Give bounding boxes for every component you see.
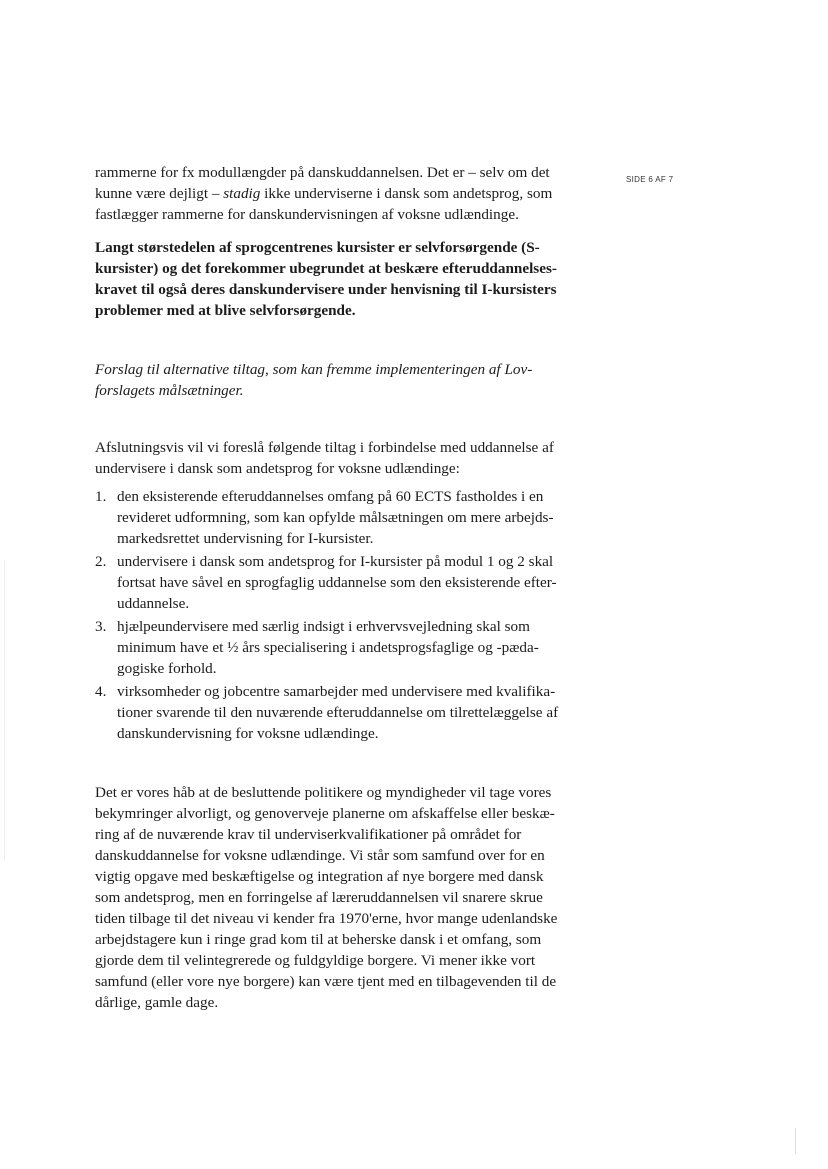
text-line: Afslutningsvis vil vi foreslå følgende tiltag i forbindelse med uddannelse af — [95, 439, 554, 456]
list-item — [95, 681, 595, 744]
text-fragment: ikke underviserne i dansk som andetsprog, som — [260, 185, 553, 202]
text-line: forslagets målsætninger. — [95, 382, 244, 399]
text-line: problemer med at blive selvforsørgende. — [95, 302, 356, 319]
text-line: den eksisterende efteruddannelses omfang på 60 ECTS fastholdes i en — [117, 488, 544, 505]
text-line: dårlige, gamle dage. — [95, 994, 219, 1011]
text-line: revideret udformning, som kan opfylde målsætningen om mere arbejds- — [117, 509, 554, 526]
text-line: Langt størstedelen af sprogcentrenes kursister er selvforsørgende (S- — [95, 239, 540, 256]
text-line: gjorde dem til velintegrerede og fuldgyldige borgere. Vi mener ikke vort — [95, 952, 536, 969]
paragraph-frameworks — [95, 162, 595, 225]
text-line: tioner svarende til den nuværende efteruddannelse om tilrettelæggelse af — [117, 704, 559, 721]
text-line: fastlægger rammerne for danskundervisningen af voksne udlændinge. — [95, 206, 519, 223]
section-heading — [95, 359, 595, 401]
text-line: som andetsprog, men en forringelse af læreruddannelsen vil snarere skrue — [95, 889, 543, 906]
text-line: vigtig opgave med beskæftigelse og integration af nye borgere med dansk — [95, 868, 544, 885]
text-line: samfund (eller vore nye borgere) kan være tjent med en tilbagevenden til de — [95, 973, 557, 990]
text-line: markedsrettet undervisning for I-kursister. — [117, 530, 374, 547]
proposal-list — [95, 486, 595, 746]
text-line: rammerne for fx modullængder på danskuddannelsen. Det er – selv om det — [95, 164, 550, 181]
text-line: Det er vores håb at de besluttende politikere og myndigheder vil tage vores — [95, 784, 552, 801]
text-line: Forslag til alternative tiltag, som kan fremme implementeringen af Lov- — [95, 361, 533, 378]
list-item — [95, 486, 595, 549]
emphasis-text: stadig — [223, 185, 261, 202]
text-line: arbejdstagere kun i ringe grad kom til at beherske dansk i et omfang, som — [95, 931, 542, 948]
text-fragment: kunne være dejligt – — [95, 185, 224, 202]
text-line: danskuddannelse for voksne udlændinge. Vi står som samfund over for en — [95, 847, 545, 864]
paragraph-bold-statement — [95, 237, 595, 321]
paragraph-intro — [95, 437, 595, 479]
text-line: undervisere i dansk som andetsprog for I-kursister på modul 1 og 2 skal — [117, 553, 554, 570]
text-line: virksomheder og jobcentre samarbejder med undervisere med kvalifika- — [117, 683, 556, 700]
scan-edge-mark — [795, 1128, 796, 1154]
text-line: kravet til også deres danskundervisere under henvisning til I-kursisters — [95, 281, 557, 298]
text-line: uddannelse. — [117, 595, 190, 612]
page-number: SIDE 6 AF 7 — [626, 175, 674, 184]
text-line: minimum have et ½ års specialisering i andetsprogsfaglige og -pæda- — [117, 639, 539, 656]
text-line: hjælpeundervisere med særlig indsigt i erhvervsvejledning skal som — [117, 618, 530, 635]
text-line: fortsat have såvel en sprogfaglig uddannelse som den eksisterende efter- — [117, 574, 557, 591]
text-line: bekymringer alvorligt, og genoverveje planerne om afskaffelse eller beskæ- — [95, 805, 555, 822]
text-line: kursister) og det forekommer ubegrundet at beskære efteruddannelses- — [95, 260, 557, 277]
text-line: undervisere i dansk som andetsprog for voksne udlændinge: — [95, 460, 460, 477]
paragraph-closing — [95, 782, 595, 1013]
text-line: ring af de nuværende krav til underviserkvalifikationer på området for — [95, 826, 522, 843]
list-number: 2. — [95, 553, 107, 570]
list-number: 3. — [95, 618, 107, 635]
text-line: danskundervisning for voksne udlændinge. — [117, 725, 379, 742]
text-line: gogiske forhold. — [117, 660, 217, 677]
text-line: tiden tilbage til det niveau vi kender fra 1970'erne, hvor mange udenlandske — [95, 910, 558, 927]
scan-edge-mark — [4, 560, 5, 860]
list-item — [95, 616, 595, 679]
list-number: 4. — [95, 683, 107, 700]
list-item — [95, 551, 595, 614]
list-number: 1. — [95, 488, 107, 505]
text-line — [95, 183, 595, 204]
